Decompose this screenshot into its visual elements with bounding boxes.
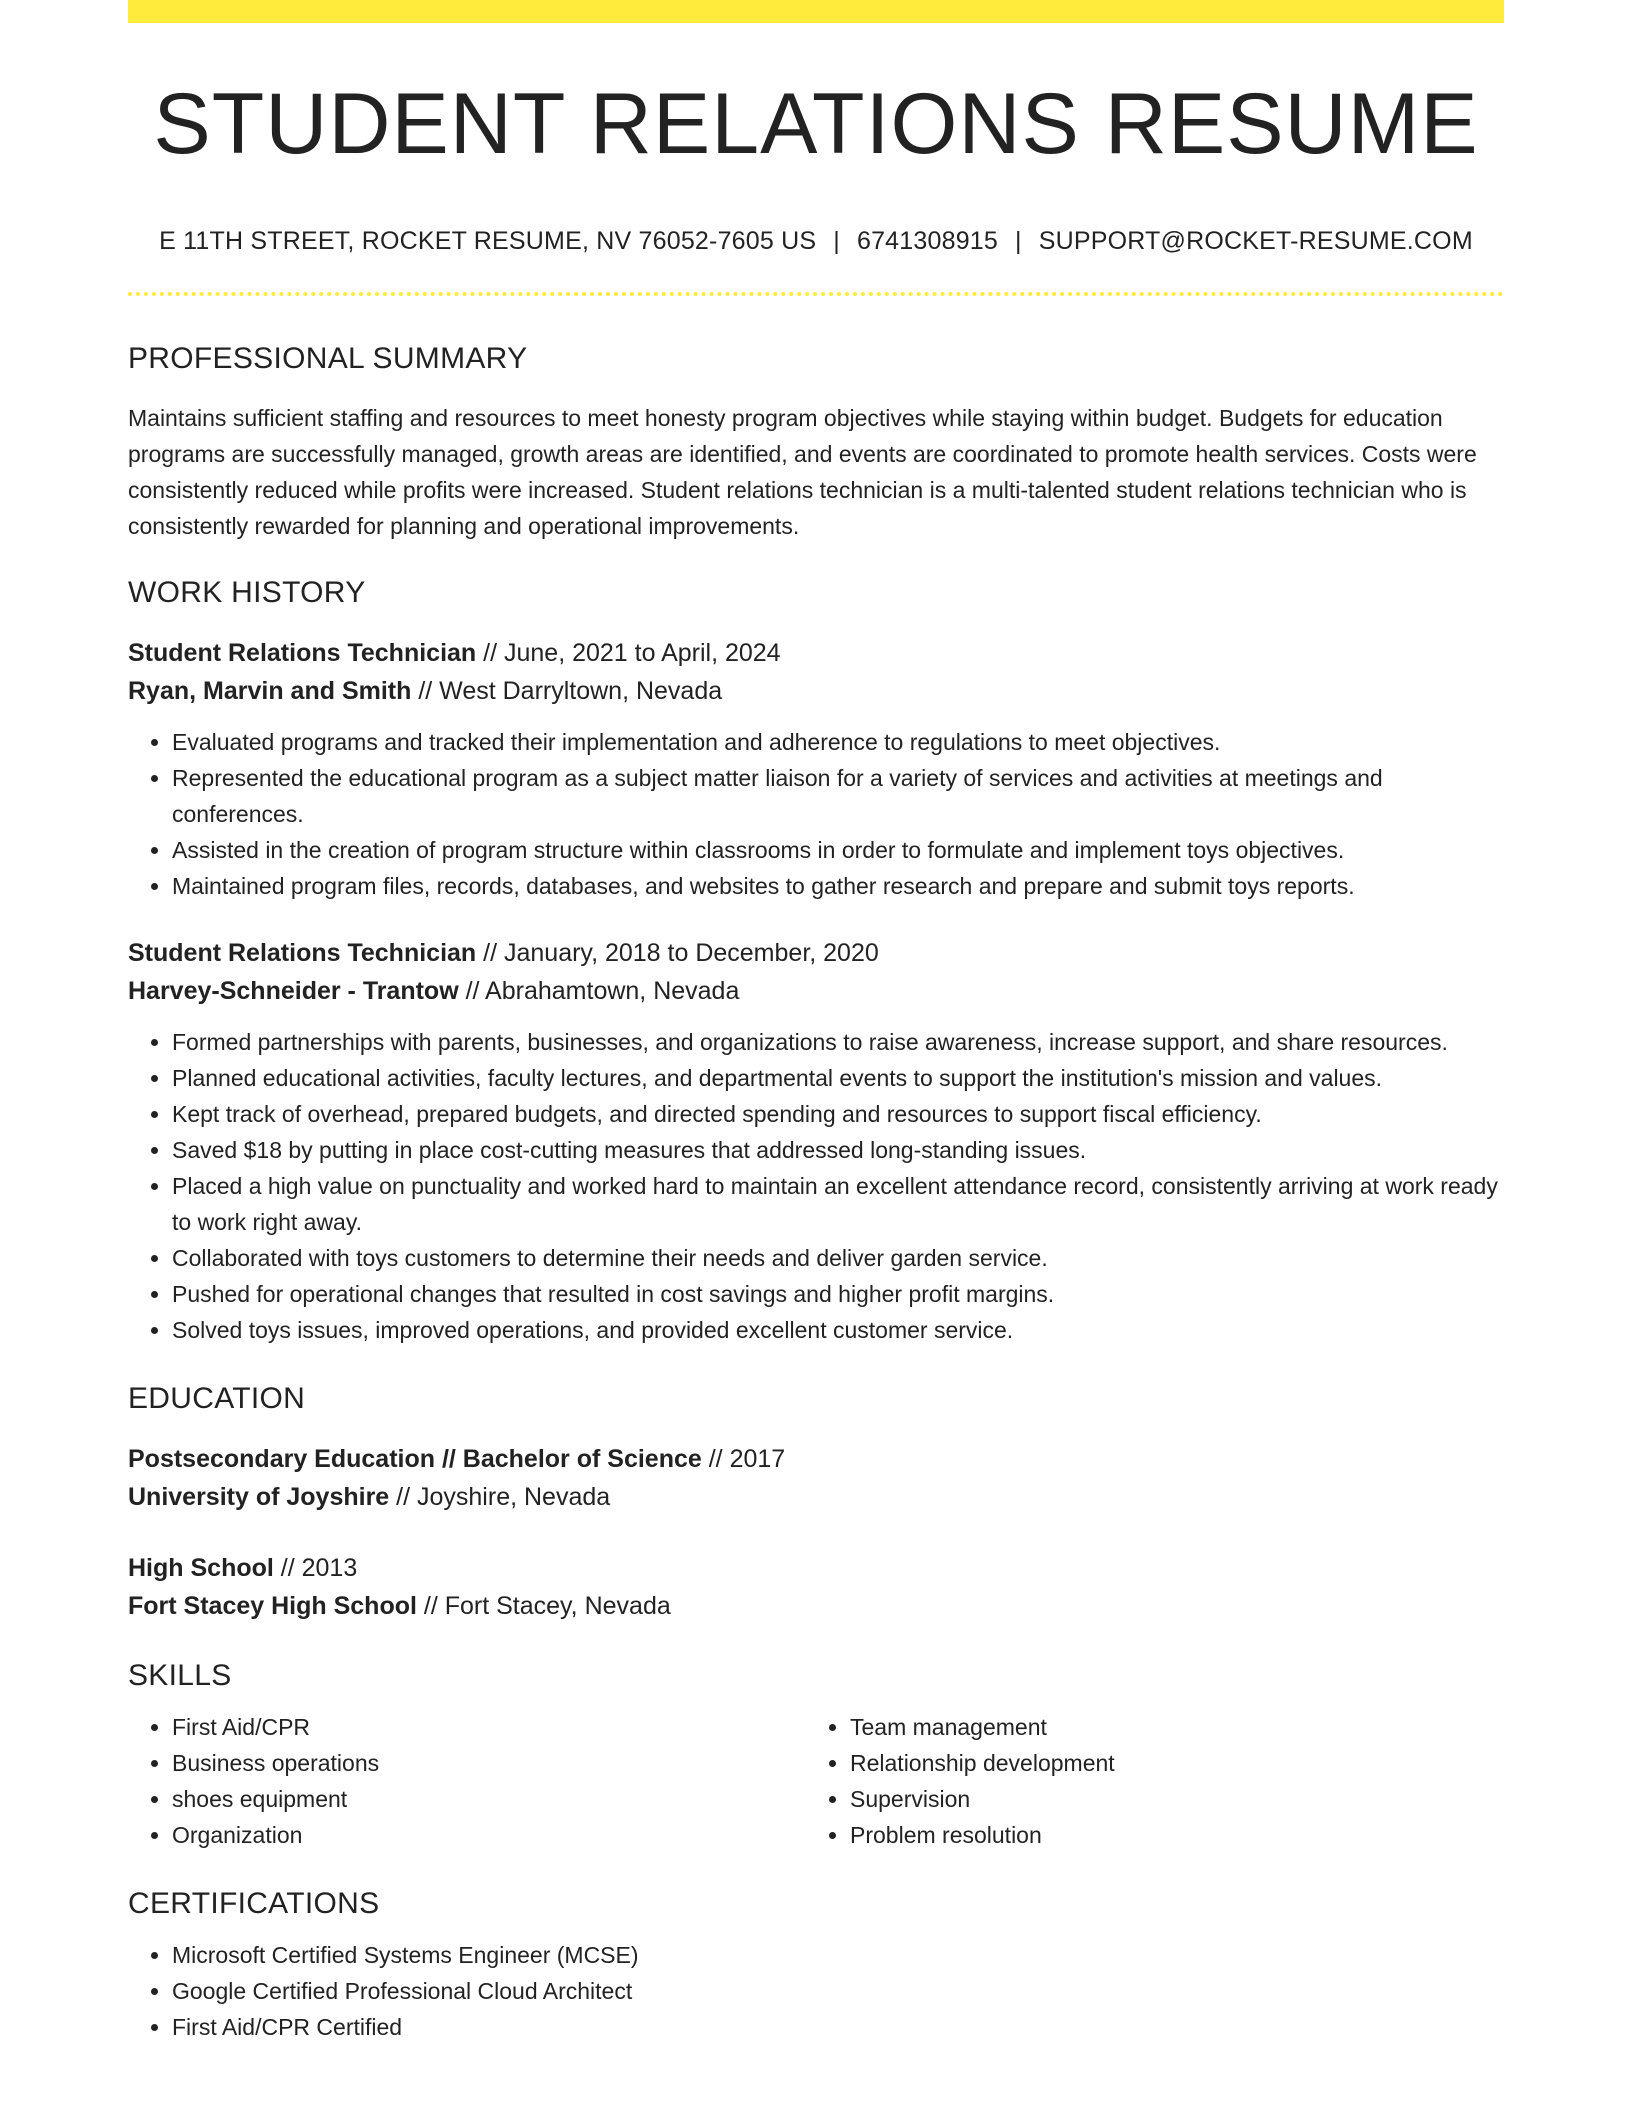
job-company-line — [128, 672, 1504, 710]
list-item: • Formed partnerships with parents, businesses, and organizations to raise awareness, increase support, and share resources. — [172, 1024, 1504, 1060]
resume-title: STUDENT RELATIONS RESUME — [153, 76, 1479, 172]
education-school-line — [128, 1587, 1504, 1625]
job-location: // Abrahamtown, Nevada — [458, 977, 740, 1005]
list-item: • Organization — [172, 1817, 806, 1853]
list-item: • First Aid/CPR Certified — [172, 2009, 1504, 2045]
list-item: • Team management — [850, 1709, 1115, 1745]
summary-text: Maintains sufficient staffing and resources to meet honesty program objectives while staying within budget. Budgets for education programs are successfully managed, growth areas are identified, and events are coordinated to promote health services. Costs were consistently reduced while profits were increased. Student relations technician is a multi-talented student relations technician who is consistently rewarded for planning and operational improvements. — [128, 405, 1477, 539]
job-title-line — [128, 934, 1504, 972]
job-company: Harvey-Schneider - Trantow — [128, 977, 459, 1005]
dotted-divider — [128, 292, 1504, 296]
education-degree: Postsecondary Education // Bachelor of Science — [128, 1445, 702, 1473]
education-school: University of Joyshire — [128, 1483, 390, 1511]
education-year: // 2017 — [701, 1445, 786, 1473]
list-item: • Kept track of overhead, prepared budgets, and directed spending and resources to support fiscal efficiency. — [172, 1096, 1504, 1132]
education-location: // Fort Stacey, Nevada — [416, 1592, 671, 1620]
list-item: • First Aid/CPR — [172, 1709, 806, 1745]
job-entry — [128, 634, 1504, 904]
education-school-line — [128, 1478, 1504, 1516]
list-item: • Pushed for operational changes that resulted in cost savings and higher profit margins. — [172, 1276, 1504, 1312]
skills-columns — [128, 1709, 1504, 1853]
certifications-section — [128, 1889, 1504, 2045]
job-bullets — [128, 1024, 1504, 1348]
skills-heading: SKILLS — [128, 1659, 232, 1692]
education-entry — [128, 1440, 1504, 1516]
education-degree: High School — [128, 1554, 274, 1582]
education-section — [128, 1384, 1504, 1625]
contact-email: SUPPORT@ROCKET-RESUME.COM — [1038, 227, 1473, 255]
list-item: • Business operations — [172, 1745, 806, 1781]
contact-line — [128, 229, 1504, 254]
list-item: • Microsoft Certified Systems Engineer (MCSE) — [172, 1937, 1504, 1973]
list-item: • Problem resolution — [850, 1817, 1115, 1853]
job-dates: // June, 2021 to April, 2024 — [476, 639, 781, 667]
education-location: // Joyshire, Nevada — [389, 1483, 611, 1511]
list-item: • shoes equipment — [172, 1781, 806, 1817]
education-entry — [128, 1549, 1504, 1625]
job-title: Student Relations Technician — [128, 939, 477, 967]
list-item: • Represented the educational program as a subject matter liaison for a variety of services and activities at meetings and conferences. — [172, 760, 1504, 832]
work-history-heading: WORK HISTORY — [128, 576, 366, 609]
resume-page — [128, 0, 1504, 2045]
education-year: // 2013 — [273, 1554, 358, 1582]
contact-address: E 11TH STREET, ROCKET RESUME, NV 76052-7605 US — [159, 227, 817, 255]
job-company: Ryan, Marvin and Smith — [128, 677, 412, 705]
education-degree-line — [128, 1440, 1504, 1478]
work-history-section — [128, 578, 1504, 1348]
skills-list-right — [806, 1709, 1115, 1853]
education-heading: EDUCATION — [128, 1382, 306, 1415]
job-location: // West Darryltown, Nevada — [411, 677, 723, 705]
certifications-heading: CERTIFICATIONS — [128, 1887, 380, 1920]
contact-phone: 6741308915 — [856, 227, 999, 255]
list-item: • Supervision — [850, 1781, 1115, 1817]
job-dates: // January, 2018 to December, 2020 — [476, 939, 879, 967]
skills-list-left — [128, 1709, 806, 1853]
job-entry — [128, 934, 1504, 1348]
list-item: • Collaborated with toys customers to determine their needs and deliver garden service. — [172, 1240, 1504, 1276]
list-item: • Assisted in the creation of program structure within classrooms in order to formulate and implement toys objectives. — [172, 832, 1504, 868]
summary-heading: PROFESSIONAL SUMMARY — [128, 342, 528, 375]
contact-separator: | — [1015, 227, 1022, 255]
job-title: Student Relations Technician — [128, 639, 477, 667]
top-accent-bar — [128, 0, 1504, 23]
job-bullets — [128, 724, 1504, 904]
education-degree-line — [128, 1549, 1504, 1587]
job-company-line — [128, 972, 1504, 1010]
list-item: • Relationship development — [850, 1745, 1115, 1781]
list-item: • Planned educational activities, faculty lectures, and departmental events to support the institution's mission and values. — [172, 1060, 1504, 1096]
list-item: • Maintained program files, records, databases, and websites to gather research and prepare and submit toys reports. — [172, 868, 1504, 904]
list-item: • Solved toys issues, improved operations, and provided excellent customer service. — [172, 1312, 1504, 1348]
skills-section — [128, 1661, 1504, 1853]
job-title-line — [128, 634, 1504, 672]
list-item: • Saved $18 by putting in place cost-cutting measures that addressed long-standing issues. — [172, 1132, 1504, 1168]
list-item: • Evaluated programs and tracked their implementation and adherence to regulations to meet objectives. — [172, 724, 1504, 760]
certifications-list — [128, 1937, 1504, 2045]
education-school: Fort Stacey High School — [128, 1592, 417, 1620]
list-item: • Google Certified Professional Cloud Architect — [172, 1973, 1504, 2009]
list-item: • Placed a high value on punctuality and worked hard to maintain an excellent attendance record, consistently arriving at work ready to work right away. — [172, 1168, 1504, 1240]
contact-separator: | — [833, 227, 840, 255]
